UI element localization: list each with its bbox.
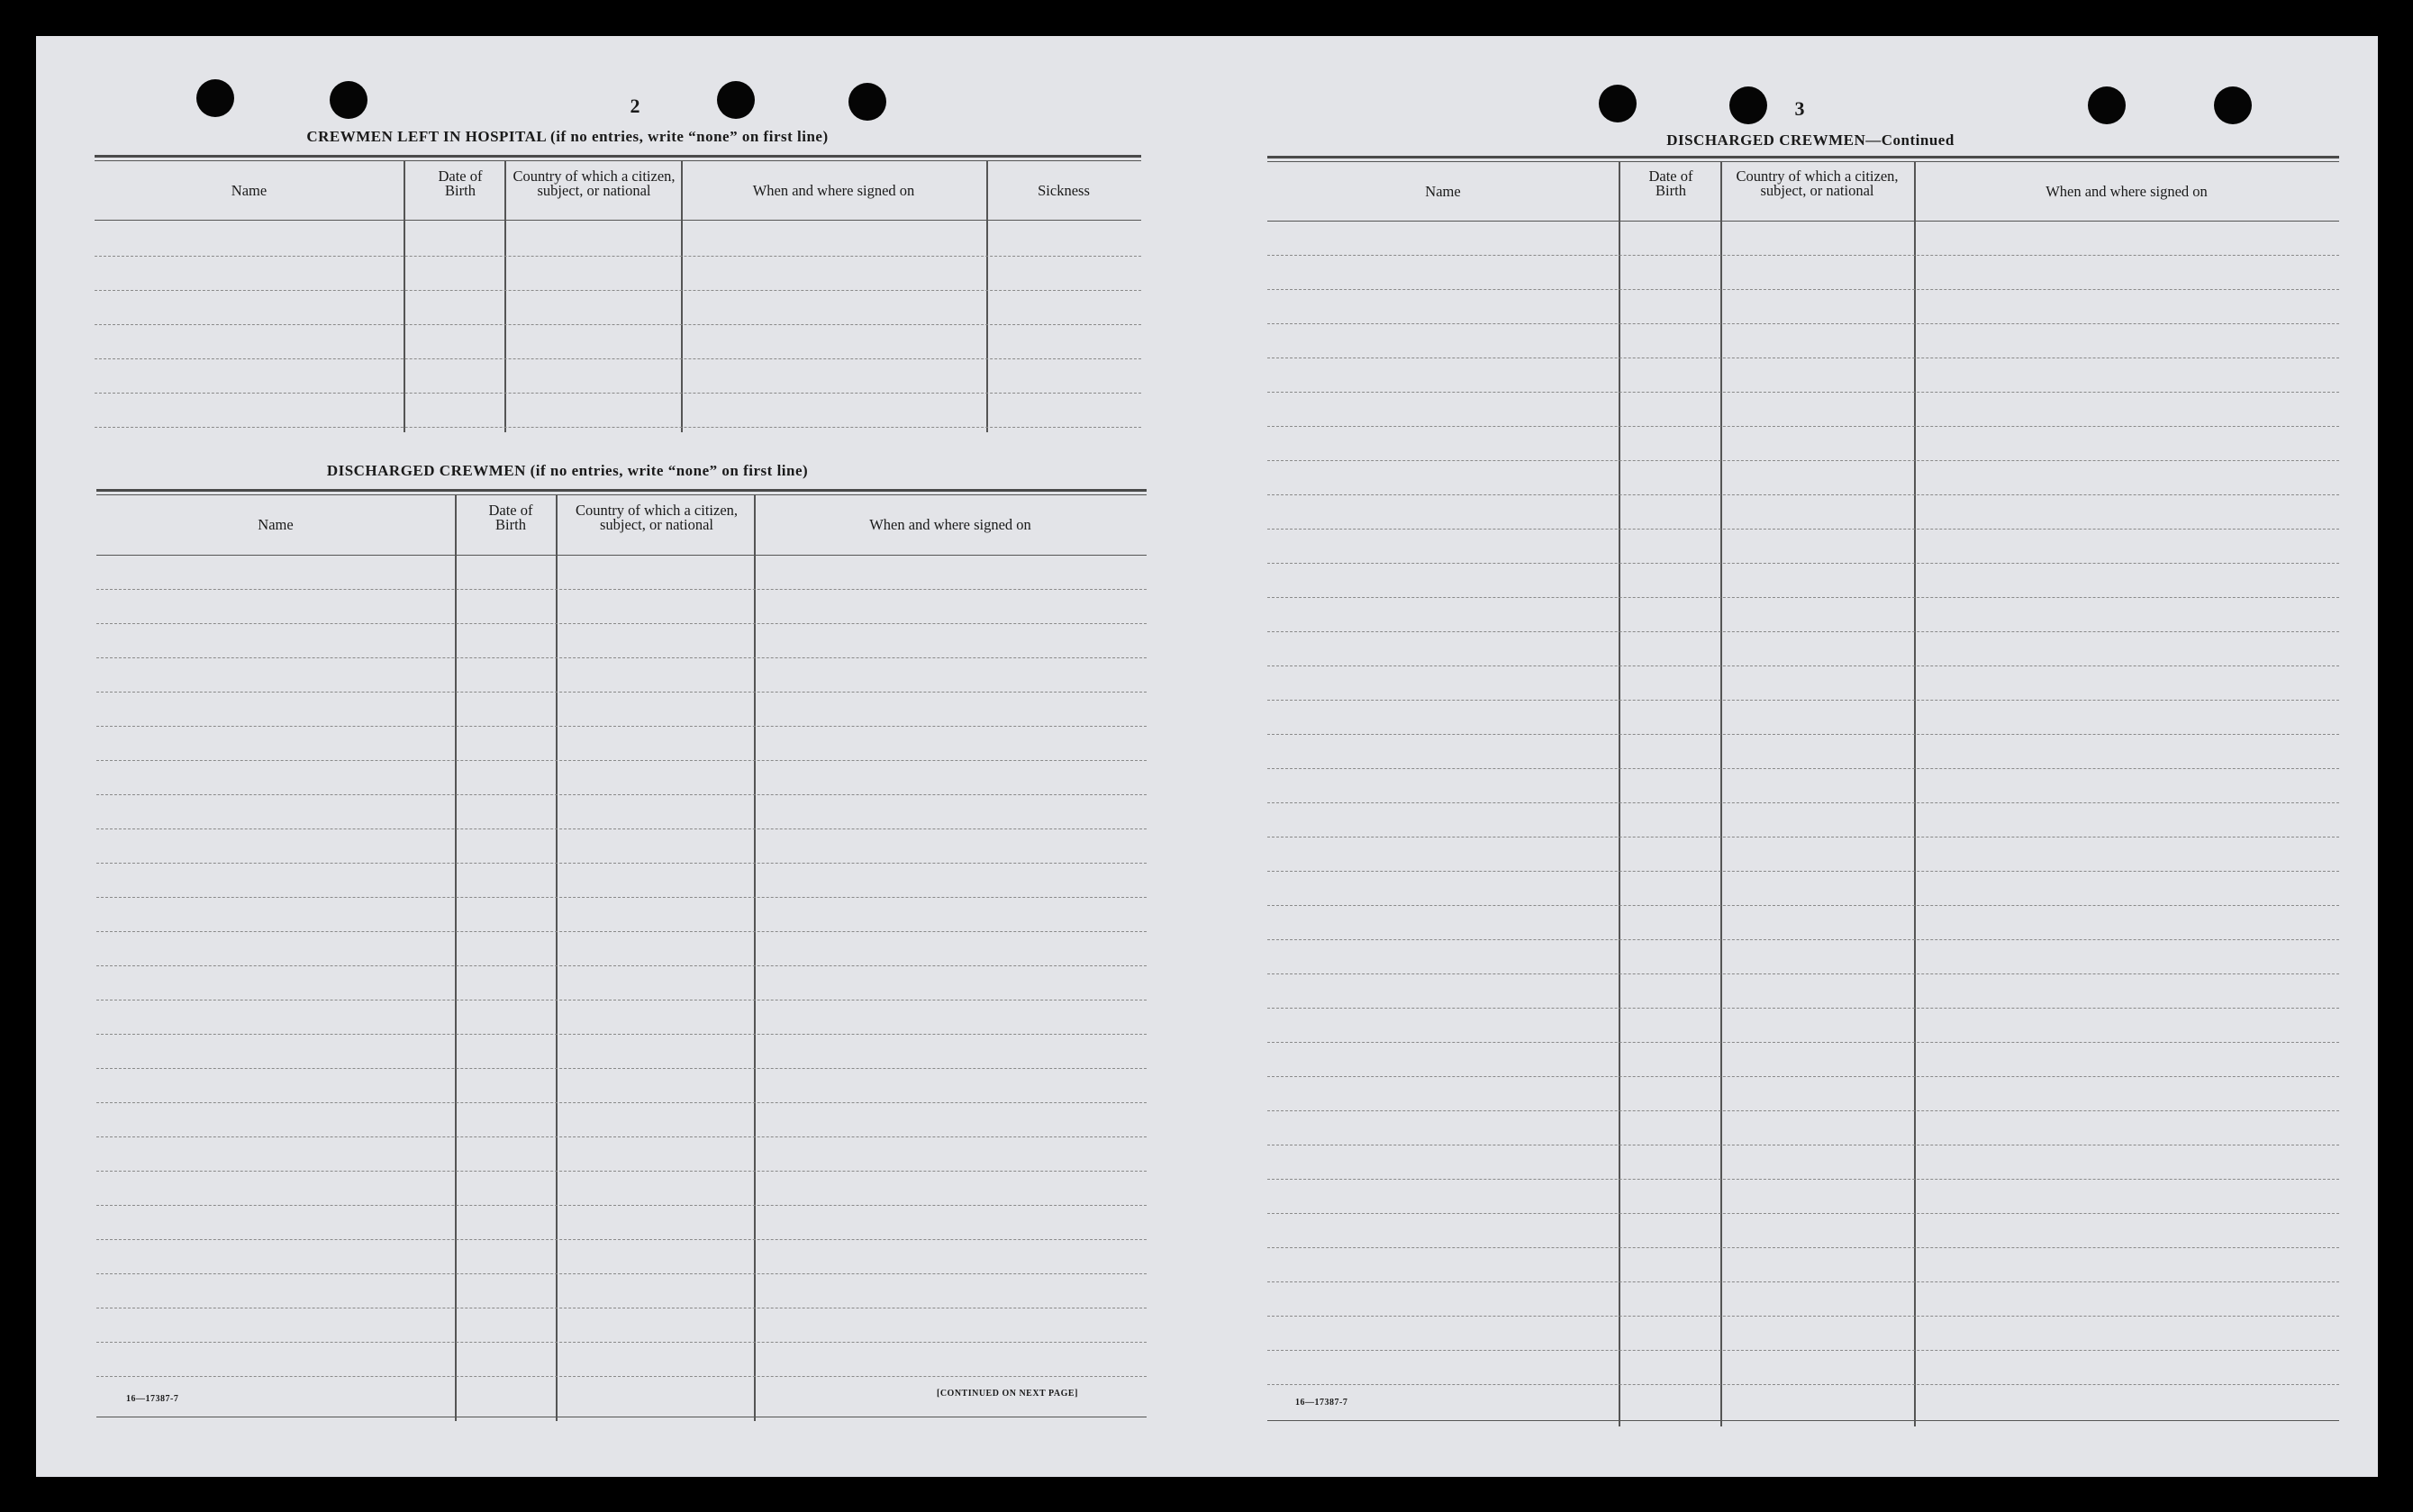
punch-hole [848, 83, 886, 121]
punch-hole [717, 81, 755, 119]
punch-hole [1599, 85, 1637, 122]
form-number-left: 16—17387-7 [126, 1394, 179, 1404]
discharged-table [96, 489, 1147, 1421]
col-header-country: Country of which a citizen, subject, or national [513, 167, 676, 199]
col-header-country: Country of which a citizen, subject, or national [575, 502, 739, 533]
page-number-right: 3 [1794, 97, 1805, 120]
punch-hole [196, 79, 234, 117]
hospital-section-title: CREWMEN LEFT IN HOSPITAL (if no entries, write “none” on first line) [306, 128, 829, 145]
col-header-date-of-birth: Date of Birth [438, 167, 483, 199]
col-header-signed-on: When and where signed on [752, 182, 915, 199]
punch-hole [2214, 86, 2252, 124]
discharged-continued-title: DISCHARGED CREWMEN—Continued [1666, 131, 1955, 149]
col-header-country: Country of which a citizen, subject, or national [1736, 167, 1899, 199]
col-header-date-of-birth: Date of Birth [488, 502, 533, 533]
col-header-name: Name [258, 516, 294, 533]
punch-hole [2088, 86, 2126, 124]
form-sheet [36, 36, 2378, 1477]
col-header-signed-on: When and where signed on [869, 516, 1031, 533]
col-header-name: Name [1425, 183, 1461, 200]
col-header-signed-on: When and where signed on [2046, 183, 2208, 200]
hospital-table [95, 155, 1141, 432]
discharged-continued-table [1267, 156, 2339, 1426]
col-header-name: Name [231, 182, 268, 199]
discharged-section-title: DISCHARGED CREWMEN (if no entries, write “none” on first line) [326, 462, 809, 479]
col-header-date-of-birth: Date of Birth [1648, 167, 1693, 199]
punch-hole [1729, 86, 1767, 124]
punch-hole [330, 81, 367, 119]
col-header-sickness: Sickness [1038, 182, 1090, 199]
continued-note: [CONTINUED ON NEXT PAGE] [937, 1389, 1078, 1399]
page-number-left: 2 [630, 95, 640, 117]
form-number-right: 16—17387-7 [1295, 1398, 1348, 1408]
